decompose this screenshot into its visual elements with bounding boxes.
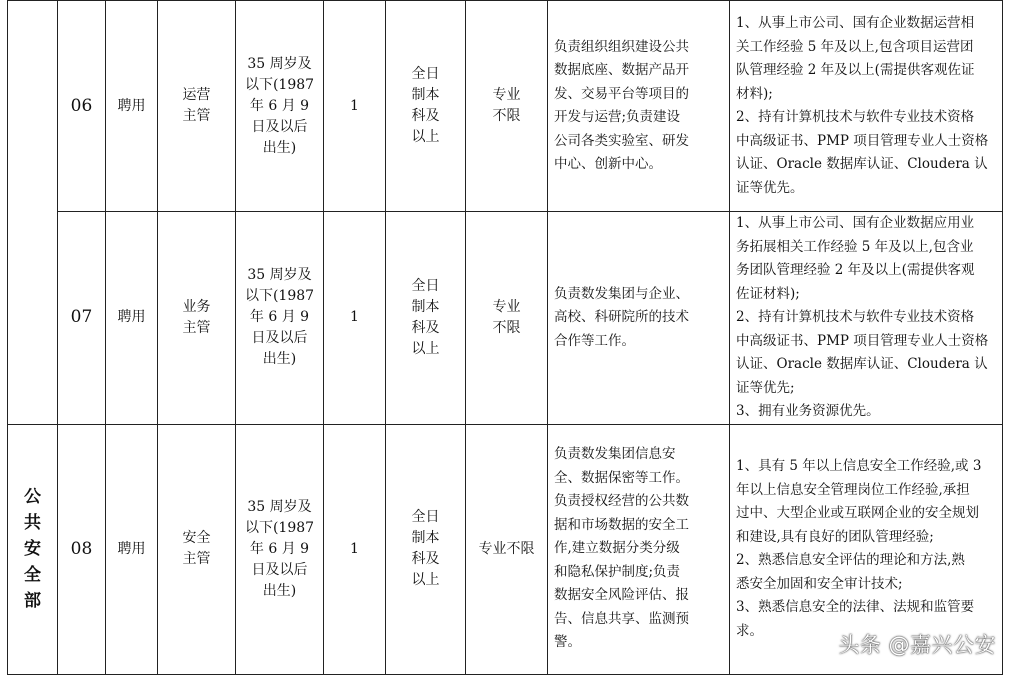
text-line: 3、熟悉信息安全的法律、法规和监管要 [736, 599, 975, 615]
text-line: 和建设,具有良好的团队管理经验; [736, 528, 934, 545]
text-line: 1 [350, 309, 359, 326]
text-line: 1、从事上市公司、国有企业数据运营相 [736, 15, 975, 31]
text-line: 专业 [492, 298, 521, 315]
major-requirement [466, 212, 548, 425]
text-line: 主管 [182, 108, 211, 124]
text-line: 据和市场数据的安全工 [554, 516, 689, 533]
education-requirement [386, 1, 466, 212]
text-line: 数据底座、数据产品开 [554, 62, 689, 78]
text-line: 不限 [492, 108, 521, 124]
text-line: 和隐私保护制度;负责 [554, 563, 681, 580]
text-line: 求。 [736, 622, 763, 639]
text-line: 数据安全风险评估、报 [554, 587, 689, 604]
text-line: 业务 [182, 298, 211, 315]
text-line: 务拓展相关工作经验 5 年及以上,包含业 [736, 238, 974, 255]
text-line: 科及 [411, 551, 440, 567]
text-line: 专业不限 [478, 540, 535, 557]
text-line: 务团队管理经验 2 年及以上(需提供客观 [736, 262, 975, 278]
text-line: 负责数发集团与企业、 [554, 285, 689, 302]
text-line: 35 周岁及 [247, 267, 312, 284]
education-requirement [386, 212, 466, 425]
text-line: 公 [24, 487, 41, 507]
text-line: 运营 [182, 87, 211, 103]
text-line: 公司各类实验室、研发 [554, 132, 689, 149]
major-requirement [466, 424, 548, 674]
text-line: 以上 [411, 340, 440, 357]
text-line: 警。 [554, 634, 581, 651]
text-line: 以下(1987 [244, 519, 315, 536]
text-line: 聘用 [117, 97, 146, 114]
text-line: 中高级证书、PMP 项目管理专业人士资格 [736, 132, 989, 149]
table-row [8, 212, 1003, 425]
position-name [158, 1, 236, 212]
text-line: 以下(1987 [244, 76, 315, 93]
text-line: 佐证材料); [736, 285, 800, 302]
row-number [58, 424, 106, 674]
text-line: 1、具有 5 年以上信息安全工作经验,或 3 [736, 458, 982, 474]
text-line: 关工作经验 5 年及以上,包含项目运营团 [736, 38, 974, 55]
text-line: 认证、Oracle 数据库认证、Cloudera 认 [736, 156, 988, 172]
job-duty [548, 424, 730, 674]
row-number [58, 1, 106, 212]
text-line: 日及以后 [251, 118, 308, 135]
job-table [7, 0, 1003, 675]
headcount [324, 212, 386, 425]
text-line: 安 [24, 539, 41, 559]
text-line: 2、熟悉信息安全评估的理论和方法,熟 [736, 552, 965, 568]
employment-type [106, 424, 158, 674]
watermark: 头条 @嘉兴公安 [838, 633, 996, 657]
text-line: 聘用 [117, 309, 146, 326]
position-name [158, 212, 236, 425]
text-line: 专业 [492, 87, 521, 103]
text-line: 06 [70, 95, 93, 116]
text-line: 主管 [182, 551, 211, 567]
text-line: 材料); [736, 85, 773, 102]
text-line: 中高级证书、PMP 项目管理专业人士资格 [736, 332, 989, 349]
text-line: 证等优先; [736, 379, 795, 396]
text-line: 以上 [411, 572, 440, 588]
text-line: 主管 [182, 319, 211, 336]
text-line: 出生) [262, 139, 297, 156]
text-line: 高校、科研院所的技术 [554, 309, 689, 325]
text-line: 日及以后 [251, 330, 308, 347]
job-duty [548, 1, 730, 212]
text-line: 作,建立数据分类分级 [554, 540, 680, 557]
job-requirements [730, 1, 1003, 212]
text-line: 负责授权经营的公共数 [554, 493, 689, 510]
text-line: 认证、Oracle 数据库认证、Cloudera 认 [736, 356, 988, 372]
education-requirement [386, 424, 466, 674]
table-row [8, 1, 1003, 212]
text-line: 聘用 [117, 540, 146, 557]
major-requirement [466, 1, 548, 212]
text-line: 年 6 月 9 [249, 97, 310, 114]
row-number [58, 212, 106, 425]
text-line: 1 [350, 97, 359, 114]
text-line: 出生) [262, 582, 297, 599]
employment-type [106, 212, 158, 425]
text-line: 发、交易平台等项目的 [554, 85, 689, 102]
text-line: 2、持有计算机技术与软件专业技术资格 [736, 309, 975, 325]
text-line: 07 [70, 307, 93, 328]
text-line: 35 周岁及 [247, 498, 312, 515]
position-name [158, 424, 236, 674]
text-line: 年 6 月 9 [249, 309, 310, 326]
text-line: 日及以后 [251, 561, 308, 578]
text-line: 制本 [411, 298, 440, 315]
job-requirements [730, 212, 1003, 425]
text-line: 全日 [411, 277, 440, 294]
age-requirement [236, 424, 324, 674]
text-line: 全、数据保密等工作。 [554, 469, 689, 486]
employment-type [106, 1, 158, 212]
text-line: 证等优先。 [736, 179, 804, 196]
text-line: 队管理经验 2 年及以上(需提供客观佐证 [736, 62, 975, 78]
text-line: 1、从事上市公司、国有企业数据应用业 [736, 215, 975, 231]
text-line: 部 [24, 591, 41, 611]
text-line: 全 [24, 565, 41, 585]
department-cell [8, 1, 58, 425]
text-line: 35 周岁及 [247, 55, 312, 72]
text-line: 负责数发集团信息安 [554, 446, 676, 463]
text-line: 合作等工作。 [554, 332, 635, 349]
text-line: 3、拥有业务资源优先。 [736, 403, 880, 419]
text-line: 科及 [411, 319, 440, 336]
text-line: 开发与运营;负责建设 [554, 109, 681, 125]
text-line: 出生) [262, 351, 297, 368]
headcount [324, 1, 386, 212]
text-line: 以上 [411, 129, 440, 145]
text-line: 科及 [411, 108, 440, 124]
text-line: 以下(1987 [244, 288, 315, 305]
headcount [324, 424, 386, 674]
text-line: 年以上信息安全管理岗位工作经验,承担 [736, 481, 970, 498]
job-duty [548, 212, 730, 425]
text-line: 年 6 月 9 [249, 540, 310, 557]
text-line: 制本 [411, 530, 440, 546]
age-requirement [236, 1, 324, 212]
text-line: 08 [70, 538, 93, 559]
text-line: 制本 [411, 87, 440, 103]
text-line: 2、持有计算机技术与软件专业技术资格 [736, 109, 975, 125]
text-line: 不限 [492, 319, 521, 336]
text-line: 告、信息共享、监测预 [554, 610, 689, 627]
text-line: 负责组织组织建设公共 [554, 38, 689, 55]
text-line: 安全 [182, 530, 211, 546]
text-line: 1 [350, 540, 359, 557]
text-line: 悉安全加固和安全审计技术; [736, 575, 903, 592]
text-line: 中心、创新中心。 [554, 156, 662, 172]
text-line: 全日 [411, 509, 440, 525]
age-requirement [236, 212, 324, 425]
text-line: 共 [24, 513, 41, 533]
text-line: 全日 [411, 66, 440, 82]
department-cell [8, 424, 58, 674]
text-line: 过中、大型企业或互联网企业的安全规划 [736, 505, 979, 521]
